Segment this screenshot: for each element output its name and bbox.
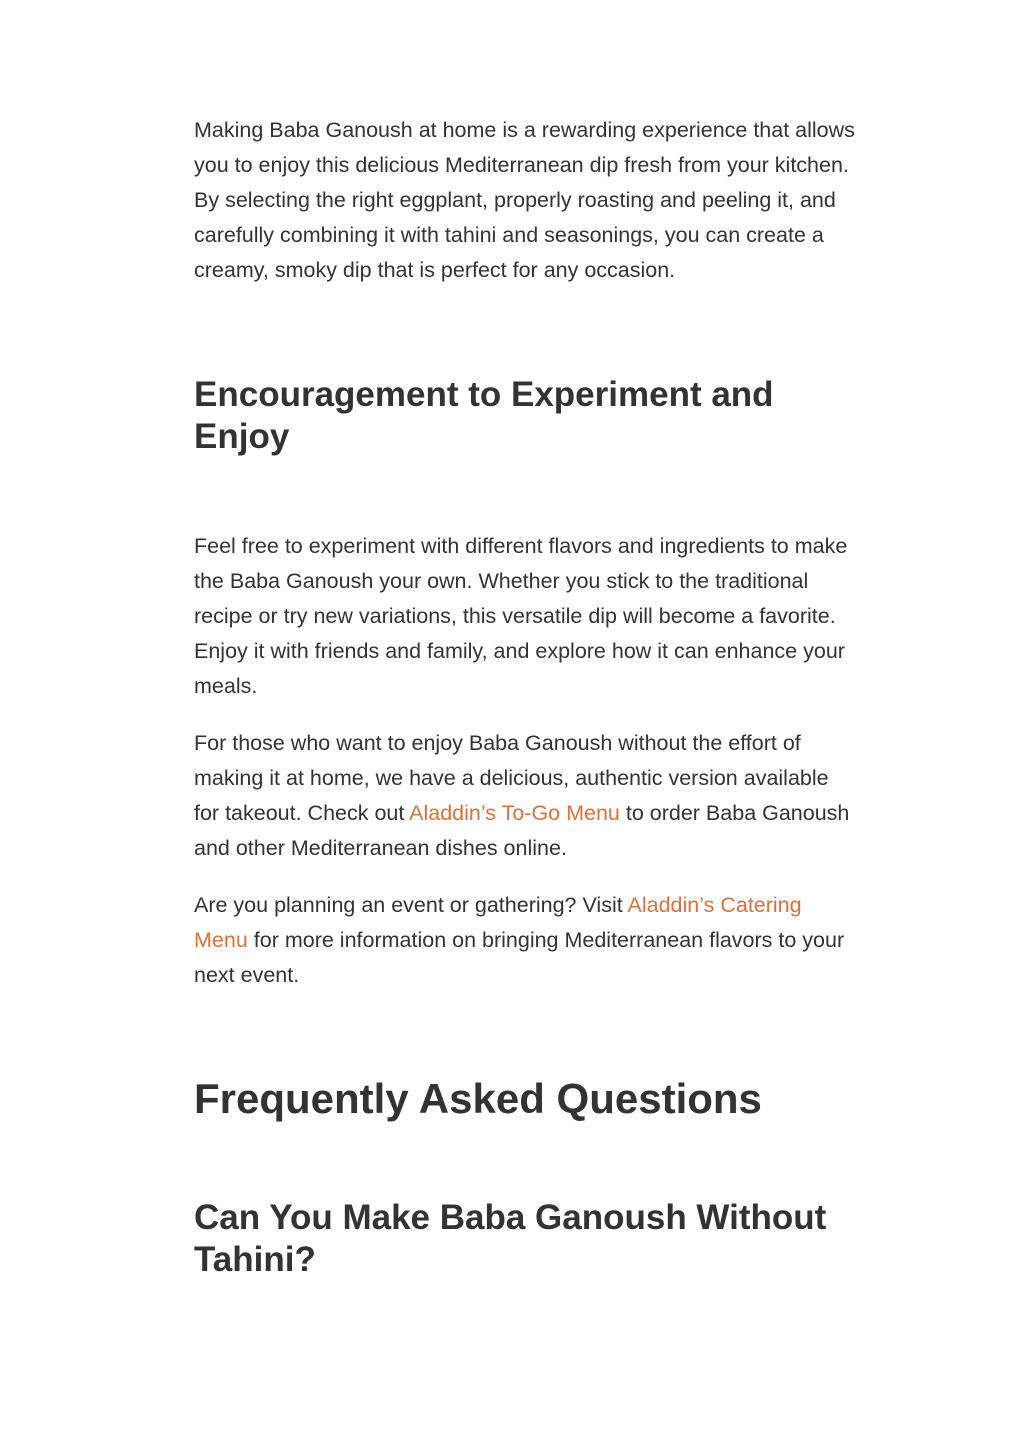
experiment-paragraph: Feel free to experiment with different flavors and ingredients to make the Baba Ganoush your own. Whether you stick to the traditional recipe or try new variations, this versatile dip will become a favorite. Enjoy it with friends and family, and explore how it can enhance your meals. bbox=[194, 534, 848, 698]
takeout-text-after: to order Baba Ganoush and other Mediterranean dishes online. bbox=[194, 801, 850, 860]
takeout-paragraph bbox=[194, 726, 858, 866]
section-heading-encouragement: Encouragement to Experiment and Enjoy bbox=[194, 375, 774, 456]
catering-text-after: for more information on bringing Mediterranean flavors to your next event. bbox=[194, 928, 845, 987]
faq-question-tahini: Can You Make Baba Ganoush Without Tahini? bbox=[194, 1198, 827, 1279]
catering-menu-link[interactable]: Aladdin’s Catering Menu bbox=[194, 893, 802, 952]
catering-paragraph bbox=[194, 888, 858, 993]
faq-heading: Frequently Asked Questions bbox=[194, 1075, 762, 1122]
togo-menu-link[interactable]: Aladdin’s To-Go Menu bbox=[409, 801, 620, 825]
intro-paragraph: Making Baba Ganoush at home is a rewarding experience that allows you to enjoy this delicious Mediterranean dip fresh from your kitchen. By selecting the right eggplant, properly roasting and peeling it, and carefully combining it with tahini and seasonings, you can create a creamy, smoky dip that is perfect for any occasion. bbox=[194, 118, 855, 282]
article-body bbox=[194, 113, 858, 1281]
takeout-text-before: For those who want to enjoy Baba Ganoush without the effort of making it at home, we have a delicious, authentic version available for takeout. Check out bbox=[194, 731, 829, 825]
catering-text-before: Are you planning an event or gathering? Visit bbox=[194, 893, 628, 917]
